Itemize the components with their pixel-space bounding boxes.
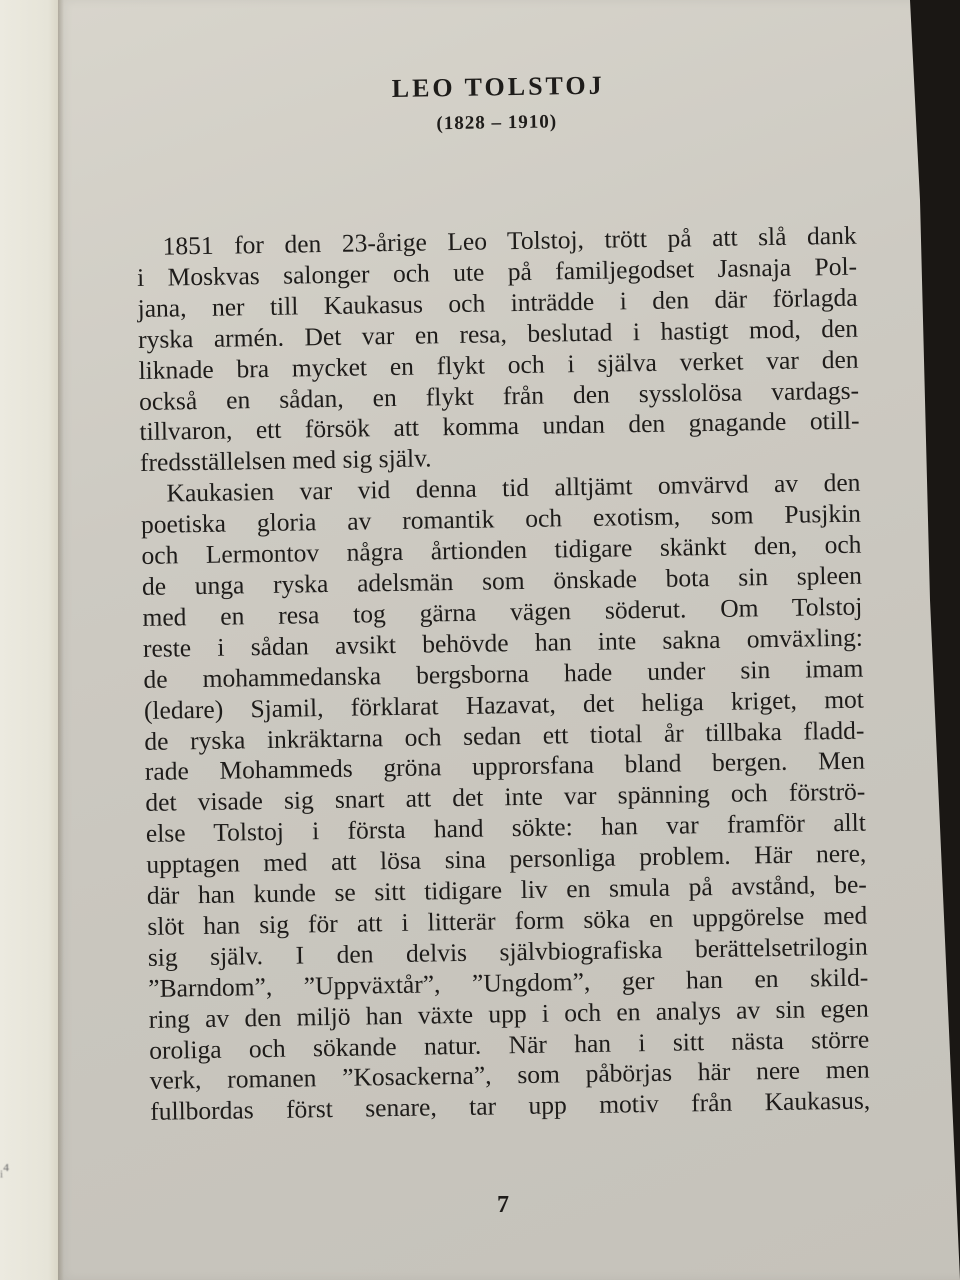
- text-line: de unga ryska adelsmän som önskade bota sin spleen: [141, 560, 863, 601]
- text-line: fredsställelsen med sig själv.: [139, 443, 432, 478]
- text-line: sig själv. I den delvis självbiografiska berättelsetrilogin: [147, 931, 868, 972]
- text-line: med en resa tog gärna vägen söderut. Om Tolstoj: [142, 591, 863, 632]
- page-content: [134, 67, 870, 1128]
- facing-page-edge: [0, 0, 60, 1280]
- chapter-title: LEO TOLSTOJ: [391, 70, 605, 103]
- text-line: poetiska gloria av romantik och exotism, som Pusjkin: [140, 498, 862, 540]
- text-line: också en sådan, en flykt från den sysslolösa vardags-: [138, 375, 860, 416]
- text-line: reste i sådan avsikt behövde han inte sakna omväxling:: [142, 622, 864, 663]
- text-line: liknade bra mycket en flykt och i själva verket var den: [138, 344, 859, 385]
- text-line: ring av den miljö han växte upp i och en analys av sin egen: [148, 993, 869, 1034]
- page-gutter-shadow: [58, 0, 64, 1280]
- text-line: else Tolstoj i första hand sökte: han var framför allt: [145, 807, 867, 849]
- text-line: rade Mohammeds gröna upprorsfana bland bergen. Men: [144, 746, 866, 787]
- text-line: ”Barndom”, ”Uppväxtår”, ”Ungdom”, ger han en skild-: [148, 962, 869, 1003]
- text-line: och Lermontov några årtionden tidigare skänkt den, och: [141, 529, 862, 571]
- text-line: verk, romanen ”Kosackerna”, som påbörjas här nere men: [149, 1055, 870, 1096]
- text-line: där han kunde se sitt tidigare liv en smula på avstånd, be-: [146, 869, 867, 910]
- text-line: oroliga och sökande natur. När han i sitt nästa större: [149, 1024, 870, 1065]
- text-line: 1851 for den 23-årige Leo Tolstoj, trött på att slå dank: [162, 220, 857, 261]
- text-line: ryska armén. Det var en resa, beslutad i hastigt mod, den: [137, 313, 859, 354]
- text-line: (ledare) Sjamil, förklarat Hazavat, det heliga kriget, mot: [143, 684, 865, 725]
- text-line: upptagen med att lösa sina personliga problem. Här nere,: [146, 838, 867, 880]
- facing-page-mark: ᵢ⁴: [0, 1160, 10, 1180]
- text-line: Kaukasien var vid denna tid alltjämt omvärvd av den: [166, 467, 861, 508]
- page-number: 7: [497, 1192, 509, 1218]
- text-line: det visade sig snart att det inte var spänning och förströ-: [145, 776, 866, 818]
- text-line: jana, ner till Kaukasus och inträdde i den där förlagda: [137, 282, 858, 323]
- text-line: i Moskvas salonger och ute på familjegodset Jasnaja Pol-: [136, 251, 858, 292]
- text-line: slöt han sig för att i litterär form söka en uppgörelse med: [147, 900, 868, 941]
- text-line: tillvaron, ett försök att komma undan den gnagande otill-: [139, 406, 860, 447]
- body-text: [136, 221, 870, 1128]
- text-line: de ryska inkräktarna och sedan ett tiotal år tillbaka fladd-: [144, 715, 865, 756]
- text-line: de mohammedanska bergsborna hade under sin imam: [143, 653, 864, 694]
- text-line: fullbordas först senare, tar upp motiv från Kaukasus,: [150, 1085, 871, 1127]
- chapter-dates: (1828 – 1910): [436, 111, 558, 135]
